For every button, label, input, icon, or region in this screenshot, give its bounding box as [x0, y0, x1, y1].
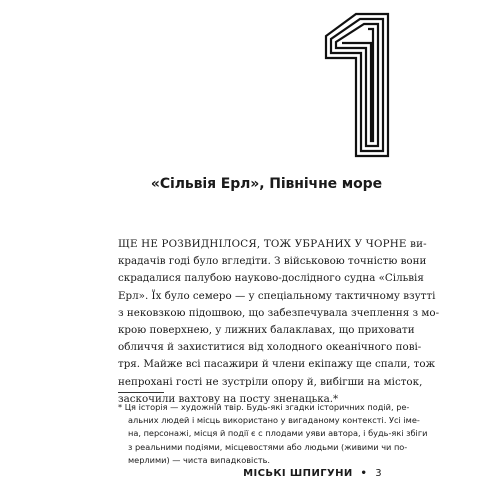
- chapter-title: «Сільвія Ерл», Північне море: [150, 176, 382, 192]
- body-line: крадачів годі було вгледіти. З військовою точністю вони: [118, 255, 427, 268]
- book-title: МІСЬКІ ШПИГУНИ: [243, 468, 353, 479]
- body-line: Ерл». Їх було семеро — у спеціальному тактичному взутті: [118, 289, 436, 302]
- body-line: обличчя й захиститися від холодного океанічного пові-: [118, 341, 422, 354]
- footer-separator: •: [360, 468, 368, 479]
- chapter-number-graphic: [312, 10, 392, 160]
- footnote-line: на, персонажі, місця й події є с плодами уяви автора, і будь-які збіги: [128, 428, 428, 439]
- body-line: непрохані гості не зустріли опору й, вибігши на місток,: [118, 375, 423, 388]
- footnote-line: мерлими) — чиста випадковість.: [128, 454, 271, 465]
- body-line: скрадалися палубою науково-дослідного судна «Сільвія: [118, 272, 424, 285]
- footnote-line: * Ця історія — художній твір. Будь-які згадки історичних подій, ре-: [118, 402, 410, 412]
- body-line: з нековзкою підошвою, що забезпечувала зчеплення з мо-: [118, 306, 440, 319]
- footnote-line: альних людей і місць використано у вигаданому контексті. Усі іме-: [128, 415, 420, 426]
- body-paragraph: [118, 236, 440, 408]
- running-footer: [243, 468, 382, 479]
- body-line: ЩЕ НЕ РОЗВИДНІЛОСЯ, ТОЖ УБРАНИХ У ЧОРНЕ ви-: [118, 238, 427, 250]
- footnote-line: з реальними подіями, місцевостями або людьми (живими чи по-: [128, 441, 408, 452]
- page-number: 3: [375, 468, 382, 479]
- chapter-one-outline-icon: [312, 10, 392, 160]
- body-line: крою поверхнею, у лижних балаклавах, що приховати: [118, 323, 415, 336]
- body-line: тря. Майже всі пасажири й члени екіпажу ще спали, тож: [118, 358, 436, 371]
- footnote-divider: [118, 392, 164, 393]
- body-line: заскочили вахтову на посту зненацька.*: [118, 392, 339, 405]
- footnote: [118, 401, 428, 467]
